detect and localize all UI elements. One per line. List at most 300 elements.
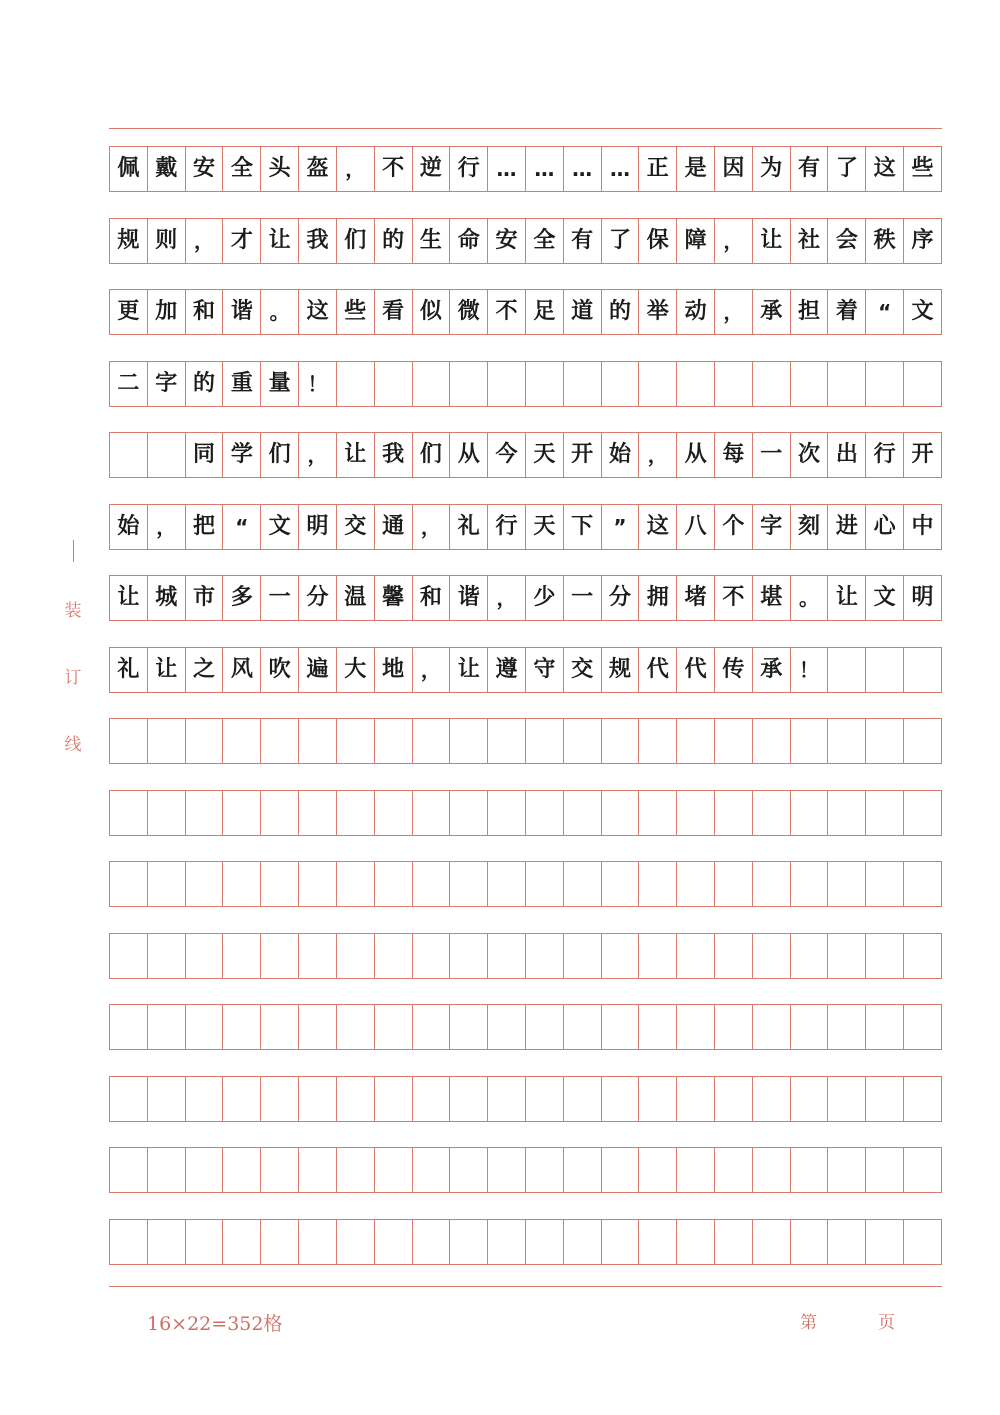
grid-cell <box>602 934 640 978</box>
grid-cell: ！ <box>299 362 337 406</box>
grid-cell <box>791 719 829 763</box>
grid-cell: ， <box>299 433 337 477</box>
grid-cell <box>866 648 904 692</box>
grid-cell: 看 <box>375 290 413 334</box>
grid-cell <box>488 934 526 978</box>
grid-cell: 通 <box>375 505 413 549</box>
grid-cell <box>677 862 715 906</box>
grid-cell <box>866 1005 904 1049</box>
grid-cell: 正 <box>639 147 677 191</box>
grid-cell <box>639 1148 677 1192</box>
grid-cell: 因 <box>715 147 753 191</box>
grid-cell <box>715 362 753 406</box>
grid-cell <box>413 1220 451 1264</box>
grid-cell <box>450 1077 488 1121</box>
grid-cell: 明 <box>299 505 337 549</box>
grid-cell: 的 <box>602 290 640 334</box>
grid-cell: 开 <box>564 433 602 477</box>
grid-cell <box>110 934 148 978</box>
grid-cell: 让 <box>110 576 148 620</box>
grid-cell: 市 <box>186 576 224 620</box>
grid-cell <box>375 934 413 978</box>
grid-cell <box>866 934 904 978</box>
bottom-rule <box>109 1286 942 1287</box>
grid-cell: 们 <box>413 433 451 477</box>
grid-cell: 之 <box>186 648 224 692</box>
grid-cell <box>639 791 677 835</box>
grid-cell <box>904 648 942 692</box>
grid-cell <box>375 1077 413 1121</box>
grid-cell: 道 <box>564 290 602 334</box>
grid-cell <box>791 791 829 835</box>
grid-cell: 二 <box>110 362 148 406</box>
grid-cell <box>904 1077 942 1121</box>
grid-cell: “ <box>223 505 261 549</box>
grid-cell <box>148 791 186 835</box>
grid-cell <box>375 862 413 906</box>
grid-cell <box>110 862 148 906</box>
grid-cell <box>602 1077 640 1121</box>
binding-tick <box>73 540 74 562</box>
grid-cell <box>526 934 564 978</box>
grid-row <box>109 146 942 192</box>
grid-cell <box>223 1220 261 1264</box>
grid-cell <box>639 719 677 763</box>
grid-row <box>109 933 942 979</box>
grid-cell: ， <box>413 648 451 692</box>
grid-cell <box>488 1148 526 1192</box>
grid-cell <box>639 1077 677 1121</box>
grid-row <box>109 432 942 478</box>
grid-cell: ， <box>715 290 753 334</box>
grid-cell <box>186 1220 224 1264</box>
grid-cell <box>828 362 866 406</box>
grid-cell <box>564 362 602 406</box>
grid-cell <box>110 719 148 763</box>
grid-cell <box>904 791 942 835</box>
grid-cell <box>110 791 148 835</box>
grid-cell <box>526 1220 564 1264</box>
grid-cell <box>375 1148 413 1192</box>
grid-cell <box>261 1005 299 1049</box>
grid-cell: 字 <box>753 505 791 549</box>
grid-cell <box>866 1220 904 1264</box>
grid-cell <box>904 1220 942 1264</box>
grid-cell: 遵 <box>488 648 526 692</box>
grid-cell <box>791 362 829 406</box>
grid-cell <box>904 719 942 763</box>
grid-cell: 个 <box>715 505 753 549</box>
grid-row <box>109 861 942 907</box>
grid-cell: 让 <box>337 433 375 477</box>
grid-cell: 动 <box>677 290 715 334</box>
grid-cell <box>186 719 224 763</box>
grid-cell: 似 <box>413 290 451 334</box>
grid-cell <box>564 862 602 906</box>
grid-cell <box>828 934 866 978</box>
grid-cell: 馨 <box>375 576 413 620</box>
grid-cell <box>526 862 564 906</box>
grid-cell: 风 <box>223 648 261 692</box>
grid-cell <box>413 862 451 906</box>
grid-cell <box>904 362 942 406</box>
grid-cell: “ <box>866 290 904 334</box>
grid-cell: 谐 <box>223 290 261 334</box>
grid-cell: ， <box>186 219 224 263</box>
grid-cell <box>186 1148 224 1192</box>
grid-cell <box>375 791 413 835</box>
grid-cell <box>828 1077 866 1121</box>
grid-cell <box>866 791 904 835</box>
grid-cell <box>791 1220 829 1264</box>
grid-cell: ， <box>413 505 451 549</box>
grid-cell <box>639 1005 677 1049</box>
grid-cell <box>223 1005 261 1049</box>
grid-cell <box>828 1148 866 1192</box>
grid-cell <box>450 791 488 835</box>
grid-cell: ， <box>639 433 677 477</box>
grid-cell: 次 <box>791 433 829 477</box>
grid-cell <box>791 934 829 978</box>
grid-cell: 从 <box>450 433 488 477</box>
grid-cell <box>450 1005 488 1049</box>
grid-row <box>109 289 942 335</box>
grid-cell: 担 <box>791 290 829 334</box>
grid-cell: 全 <box>526 219 564 263</box>
grid-cell <box>148 433 186 477</box>
grid-cell <box>223 791 261 835</box>
grid-cell: 为 <box>753 147 791 191</box>
grid-cell <box>904 1148 942 1192</box>
grid-cell: … <box>602 147 640 191</box>
grid-cell <box>526 719 564 763</box>
grid-cell: 代 <box>639 648 677 692</box>
grid-cell <box>186 1005 224 1049</box>
grid-cell <box>564 934 602 978</box>
grid-cell <box>299 1220 337 1264</box>
grid-cell <box>413 1148 451 1192</box>
grid-cell: 把 <box>186 505 224 549</box>
grid-cell <box>488 719 526 763</box>
grid-cell <box>828 791 866 835</box>
grid-cell <box>715 1005 753 1049</box>
grid-cell <box>904 1005 942 1049</box>
grid-row <box>109 1004 942 1050</box>
grid-cell <box>828 1005 866 1049</box>
binding-line-label <box>62 540 84 797</box>
grid-cell <box>753 791 791 835</box>
grid-cell <box>828 648 866 692</box>
grid-cell <box>337 1220 375 1264</box>
grid-cell <box>148 1220 186 1264</box>
grid-cell <box>602 1220 640 1264</box>
grid-cell: 八 <box>677 505 715 549</box>
grid-cell: 戴 <box>148 147 186 191</box>
grid-row <box>109 790 942 836</box>
grid-cell <box>828 719 866 763</box>
grid-cell: 文 <box>904 290 942 334</box>
grid-cell <box>715 1220 753 1264</box>
grid-cell: 承 <box>753 290 791 334</box>
grid-cell: 始 <box>110 505 148 549</box>
grid-cell <box>488 862 526 906</box>
grid-cell <box>223 934 261 978</box>
grid-cell: 让 <box>148 648 186 692</box>
grid-cell: 们 <box>261 433 299 477</box>
grid-cell: … <box>526 147 564 191</box>
binding-char-1: 装 <box>64 601 82 621</box>
grid-cell <box>450 1220 488 1264</box>
grid-cell: 堪 <box>753 576 791 620</box>
grid-cell <box>375 1220 413 1264</box>
grid-cell: 分 <box>299 576 337 620</box>
grid-cell <box>110 1148 148 1192</box>
grid-cell: 一 <box>564 576 602 620</box>
grid-cell: 行 <box>488 505 526 549</box>
grid-cell <box>337 1077 375 1121</box>
grid-cell: 是 <box>677 147 715 191</box>
grid-cell: 交 <box>564 648 602 692</box>
grid-cell: 不 <box>488 290 526 334</box>
grid-cell <box>186 862 224 906</box>
grid-cell: 安 <box>186 147 224 191</box>
grid-cell <box>450 1148 488 1192</box>
grid-cell: ！ <box>791 648 829 692</box>
grid-cell: 一 <box>753 433 791 477</box>
grid-cell: 心 <box>866 505 904 549</box>
grid-cell: 逆 <box>413 147 451 191</box>
grid-cell <box>375 719 413 763</box>
grid-cell <box>715 934 753 978</box>
grid-cell <box>715 719 753 763</box>
grid-cell <box>261 791 299 835</box>
grid-cell: 文 <box>261 505 299 549</box>
grid-cell: 才 <box>223 219 261 263</box>
grid-cell <box>337 362 375 406</box>
grid-cell <box>564 1077 602 1121</box>
grid-cell <box>904 934 942 978</box>
grid-cell: 礼 <box>450 505 488 549</box>
grid-cell <box>186 934 224 978</box>
grid-cell <box>866 1077 904 1121</box>
grid-cell: 有 <box>791 147 829 191</box>
grid-cell <box>337 791 375 835</box>
grid-cell <box>828 1220 866 1264</box>
grid-cell <box>677 1220 715 1264</box>
grid-cell <box>148 1005 186 1049</box>
grid-cell: 微 <box>450 290 488 334</box>
grid-cell: 些 <box>337 290 375 334</box>
grid-cell: 障 <box>677 219 715 263</box>
grid-cell <box>715 791 753 835</box>
grid-cell: 中 <box>904 505 942 549</box>
grid-cell <box>450 862 488 906</box>
grid-cell: 我 <box>299 219 337 263</box>
grid-cell: 多 <box>223 576 261 620</box>
grid-cell <box>753 1005 791 1049</box>
grid-cell: 头 <box>261 147 299 191</box>
grid-cell <box>413 791 451 835</box>
grid-cell <box>110 1220 148 1264</box>
grid-cell <box>488 791 526 835</box>
grid-cell <box>791 1148 829 1192</box>
grid-cell <box>488 1005 526 1049</box>
grid-cell <box>753 1220 791 1264</box>
grid-cell <box>110 1077 148 1121</box>
grid-cell: 则 <box>148 219 186 263</box>
grid-cell <box>564 719 602 763</box>
grid-row <box>109 575 942 621</box>
grid-cell <box>526 791 564 835</box>
grid-cell <box>791 1077 829 1121</box>
grid-cell: 让 <box>753 219 791 263</box>
grid-cell <box>261 719 299 763</box>
grid-cell: 拥 <box>639 576 677 620</box>
grid-cell <box>639 1220 677 1264</box>
grid-cell <box>564 1148 602 1192</box>
grid-cell: 命 <box>450 219 488 263</box>
grid-cell: 。 <box>261 290 299 334</box>
grid-cell: 更 <box>110 290 148 334</box>
grid-cell: 始 <box>602 433 640 477</box>
grid-row <box>109 361 942 407</box>
grid-cell <box>526 362 564 406</box>
grid-cell: 代 <box>677 648 715 692</box>
grid-cell: 每 <box>715 433 753 477</box>
grid-cell: 加 <box>148 290 186 334</box>
grid-cell <box>602 1005 640 1049</box>
grid-cell <box>677 934 715 978</box>
grid-cell <box>677 719 715 763</box>
grid-cell: 的 <box>375 219 413 263</box>
grid-cell: 遍 <box>299 648 337 692</box>
grid-cell <box>715 1077 753 1121</box>
grid-cell <box>148 862 186 906</box>
grid-cell: 分 <box>602 576 640 620</box>
grid-cell: 不 <box>375 147 413 191</box>
grid-cell <box>564 1005 602 1049</box>
grid-cell <box>148 719 186 763</box>
grid-cell: ， <box>148 505 186 549</box>
grid-cell: 出 <box>828 433 866 477</box>
grid-cell <box>488 362 526 406</box>
grid-cell: 字 <box>148 362 186 406</box>
grid-cell <box>450 719 488 763</box>
grid-cell: 。 <box>791 576 829 620</box>
grid-cell: 这 <box>866 147 904 191</box>
grid-cell: 了 <box>602 219 640 263</box>
grid-cell: ， <box>337 147 375 191</box>
grid-row <box>109 504 942 550</box>
grid-cell <box>223 1148 261 1192</box>
grid-cell: 的 <box>186 362 224 406</box>
grid-cell <box>413 1005 451 1049</box>
grid-cell <box>261 934 299 978</box>
grid-cell: 佩 <box>110 147 148 191</box>
grid-cell <box>753 1148 791 1192</box>
grid-cell <box>148 1077 186 1121</box>
grid-cell: 有 <box>564 219 602 263</box>
grid-cell <box>148 1148 186 1192</box>
grid-cell <box>526 1148 564 1192</box>
page-label-left: 第 <box>800 1313 817 1333</box>
grid-cell <box>299 719 337 763</box>
grid-cell: 承 <box>753 648 791 692</box>
grid-row <box>109 647 942 693</box>
grid-cell: 让 <box>261 219 299 263</box>
grid-cell <box>639 362 677 406</box>
grid-cell <box>866 719 904 763</box>
grid-cell <box>602 362 640 406</box>
grid-row <box>109 218 942 264</box>
grid-cell <box>602 862 640 906</box>
grid-cell <box>261 1220 299 1264</box>
grid-cell <box>828 862 866 906</box>
grid-cell <box>639 862 677 906</box>
grid-cell: 些 <box>904 147 942 191</box>
grid-cell <box>148 934 186 978</box>
grid-cell: 规 <box>110 219 148 263</box>
grid-cell: 少 <box>526 576 564 620</box>
grid-cell <box>261 1077 299 1121</box>
grid-cell: 全 <box>223 147 261 191</box>
grid-cell: 量 <box>261 362 299 406</box>
grid-cell: 让 <box>450 648 488 692</box>
grid-cell <box>866 862 904 906</box>
grid-count-label: 16×22=352格 <box>147 1313 283 1335</box>
grid-cell <box>677 791 715 835</box>
grid-cell: 足 <box>526 290 564 334</box>
grid-cell <box>223 1077 261 1121</box>
grid-cell: ， <box>715 219 753 263</box>
grid-cell <box>413 1077 451 1121</box>
grid-cell: 着 <box>828 290 866 334</box>
grid-cell: 生 <box>413 219 451 263</box>
grid-cell <box>677 362 715 406</box>
grid-cell <box>110 1005 148 1049</box>
grid-cell: 城 <box>148 576 186 620</box>
grid-cell: 不 <box>715 576 753 620</box>
grid-cell <box>413 719 451 763</box>
grid-cell: 谐 <box>450 576 488 620</box>
grid-cell: 开 <box>904 433 942 477</box>
grid-row <box>109 718 942 764</box>
grid-cell <box>677 1077 715 1121</box>
grid-cell: 从 <box>677 433 715 477</box>
grid-cell: 了 <box>828 147 866 191</box>
grid-cell: 天 <box>526 505 564 549</box>
grid-cell <box>904 862 942 906</box>
grid-cell <box>526 1005 564 1049</box>
page-label-right: 页 <box>878 1313 895 1333</box>
grid-cell <box>526 1077 564 1121</box>
grid-cell <box>413 362 451 406</box>
grid-cell <box>450 934 488 978</box>
grid-cell <box>450 362 488 406</box>
grid-cell <box>110 433 148 477</box>
grid-cell <box>299 862 337 906</box>
grid-cell <box>375 1005 413 1049</box>
grid-cell: 礼 <box>110 648 148 692</box>
binding-char-2: 订 <box>64 668 82 688</box>
grid-cell <box>299 1077 337 1121</box>
grid-cell <box>866 362 904 406</box>
binding-char-3: 线 <box>64 735 82 755</box>
grid-cell <box>223 862 261 906</box>
grid-cell: 天 <box>526 433 564 477</box>
grid-cell: 举 <box>639 290 677 334</box>
grid-cell: ， <box>488 576 526 620</box>
